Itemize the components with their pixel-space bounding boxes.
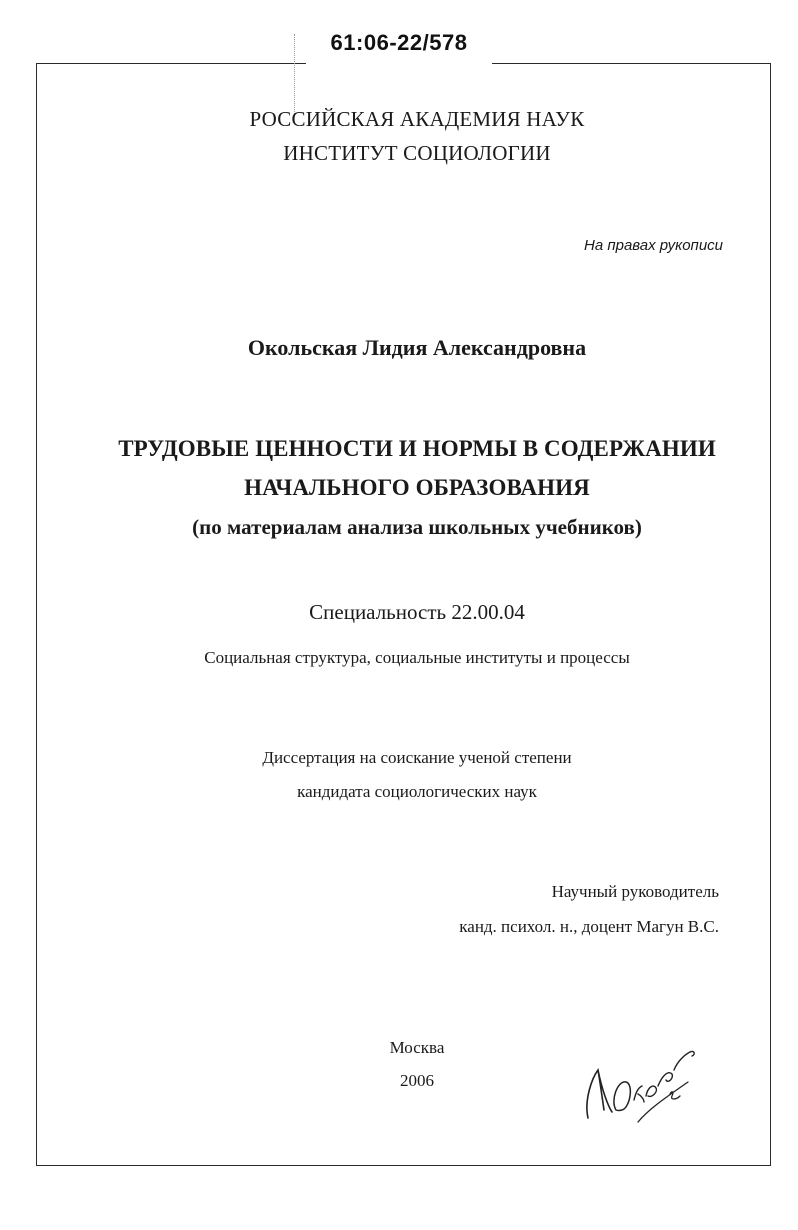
rights-note: На правах рукописи (584, 237, 723, 254)
title-line-2: НАЧАЛЬНОГО ОБРАЗОВАНИЯ (244, 475, 590, 500)
dotted-margin-line (294, 34, 299, 114)
title-line-1: ТРУДОВЫЕ ЦЕННОСТИ И НОРМЫ В СОДЕРЖАНИИ (118, 436, 716, 461)
archive-stamp-number: 61:06-22/578 (306, 28, 492, 68)
signature-icon (578, 1030, 708, 1125)
supervisor-label: Научный руководитель (551, 882, 719, 901)
dissertation-line-2: кандидата социологических наук (297, 782, 537, 801)
author-name: Окольская Лидия Александровна (247, 335, 587, 360)
specialty-description: Социальная структура, социальные институты и процессы (204, 648, 630, 667)
specialty-label: Специальность 22.00.04 (309, 600, 525, 624)
dissertation-line-1: Диссертация на соискание ученой степени (262, 748, 572, 767)
title-subtitle: (по материалам анализа школьных учебников) (192, 515, 642, 539)
institute-name: ИНСТИТУТ СОЦИОЛОГИИ (283, 141, 551, 165)
supervisor-name: канд. психол. н., доцент Магун В.С. (459, 917, 719, 936)
year: 2006 (400, 1071, 434, 1090)
academy-name: РОССИЙСКАЯ АКАДЕМИЯ НАУК (249, 107, 585, 131)
place: Москва (389, 1038, 445, 1057)
